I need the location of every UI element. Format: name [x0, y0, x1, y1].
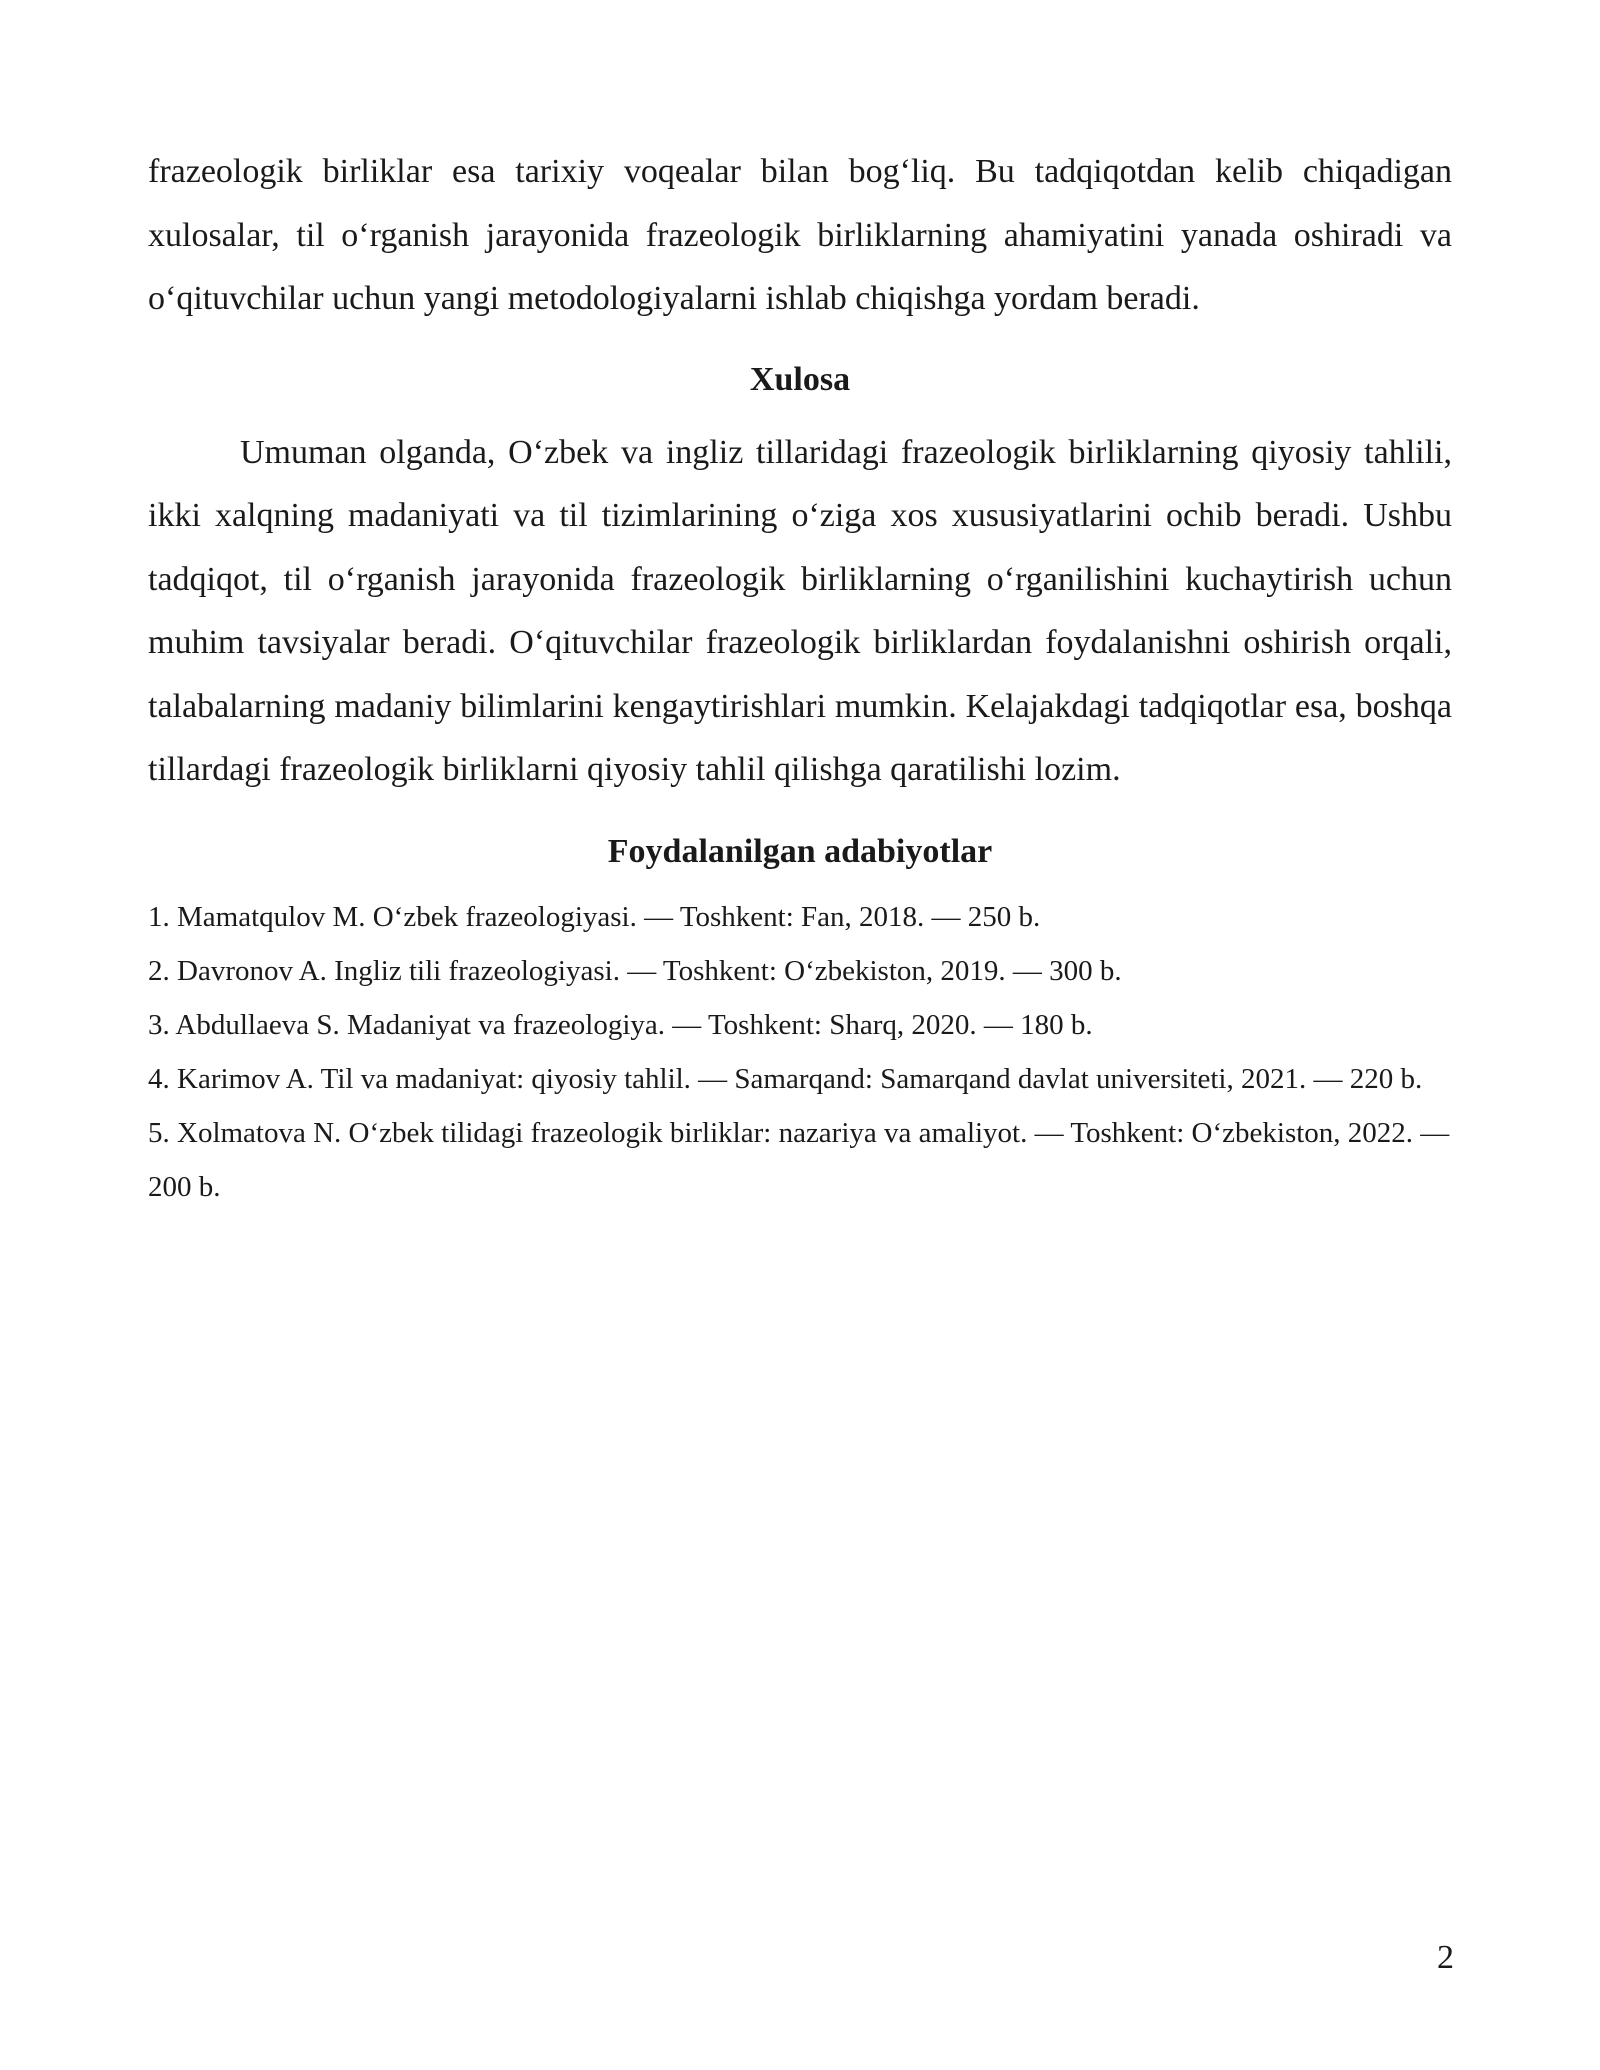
page-number: 2	[1437, 1939, 1454, 1976]
conclusion-paragraph: Umuman olganda, O‘zbek va ingliz tillaridagi frazeologik birliklarning qiyosiy tahlili, ikki xalqning madaniyati va til tizimlarining o‘ziga xos xususiyatlarini ochib beradi. Ushbu tadqiqot, til o‘rganish jarayonida frazeologik birliklarning o‘rganilishini kuchaytirish uchun muhim tavsiyalar beradi. O‘qituvchilar frazeologik birliklardan foydalanishni oshirish orqali, talabalarning madaniy bilimlarini kengaytirishlari mumkin. Kelajakdagi tadqiqotlar esa, boshqa tillardagi frazeologik birliklarni qiyosiy tahlil qilishga qaratilishi lozim.	[148, 433, 1452, 788]
reference-item: 1. Mamatqulov M. O‘zbek frazeologiyasi. — Toshkent: Fan, 2018. — 250 b.	[148, 900, 1041, 933]
reference-item: 3. Abdullaeva S. Madaniyat va frazeologiya. — Toshkent: Sharq, 2020. — 180 b.	[148, 1008, 1093, 1041]
intro-paragraph: frazeologik birliklar esa tarixiy voqealar bilan bog‘liq. Bu tadqiqotdan kelib chiqadigan xulosalar, til o‘rganish jarayonida frazeologik birliklarning ahamiyatini yanada oshiradi va o‘qituvchilar uchun yangi metodologiyalarni ishlab chiqishga yordam beradi.	[148, 153, 1452, 317]
references-list	[148, 890, 1452, 1214]
references-heading: Foydalanilgan adabiyotlar	[607, 832, 993, 870]
reference-item: 2. Davronov A. Ingliz tili frazeologiyasi. — Toshkent: O‘zbekiston, 2019. — 300 b.	[148, 954, 1122, 987]
conclusion-heading: Xulosa	[749, 360, 851, 398]
reference-item: 5. Xolmatova N. O‘zbek tilidagi frazeologik birliklar: nazariya va amaliyot. — Toshkent: O‘zbekiston, 2022. — 200 b.	[148, 1116, 1450, 1203]
reference-item: 4. Karimov A. Til va madaniyat: qiyosiy tahlil. — Samarqand: Samarqand davlat universiteti, 2021. — 220 b.	[148, 1062, 1423, 1095]
document-page	[148, 140, 1452, 1214]
